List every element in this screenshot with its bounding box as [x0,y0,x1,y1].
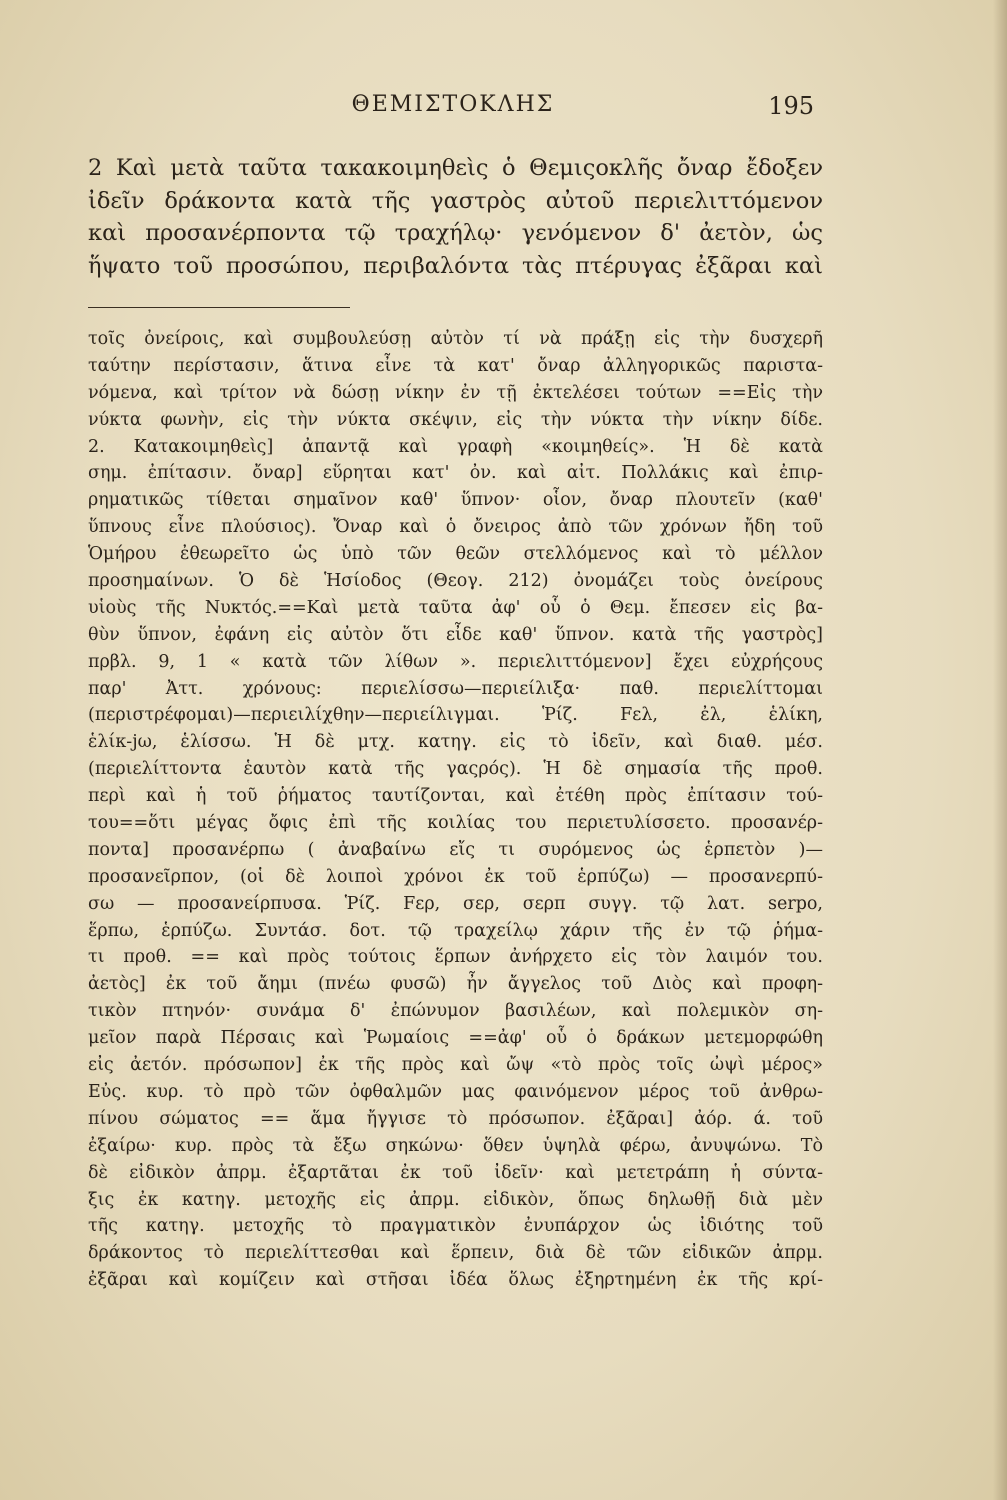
note-line: τι προθ. == καὶ πρὸς τούτοις ἕρπων ἀνήρχετο εἰς τὸν λαιμόν του. [88,947,823,968]
note-line: ἕρπω, ἑρπύζω. Συντάσ. δοτ. τῷ τραχείλῳ χάριν τῆς ἐν τῷ ῥήμα- [88,920,823,941]
note-line: ὕπνους εἶνε πλούσιος). Ὄναρ καὶ ὁ ὄνειρος ἀπὸ τῶν χρόνων ἤδη τοῦ [88,517,823,538]
note-line: πίνου σώματος == ἅμα ἤγγισε τὸ πρόσωπον. ἐξᾶραι] ἀόρ. ά. τοῦ [88,1108,823,1129]
note-line: ἐξαίρω· κυρ. πρὸς τὰ ἔξω σηκώνω· ὅθεν ὑψηλὰ φέρω, ἀνυψώνω. Τὸ [88,1135,823,1156]
note-line: ἀετὸς] ἐκ τοῦ ἄημι (πνέω φυσῶ) ἦν ἄγγελος τοῦ Διὸς καὶ προφη- [88,974,823,995]
note-line: τοῖς ὀνείροις, καὶ συμβουλεύσῃ αὐτὸν τί νὰ πράξῃ εἰς τὴν δυσχερῆ [88,329,823,349]
note-line: προσημαίνων. Ὁ δὲ Ἡσίοδος (Θεογ. 212) ὀνομάζει τοὺς ὀνείρους [88,571,823,592]
note-line: ἑλίκ-jω, ἑλίσσω. Ἡ δὲ μτχ. κατηγ. εἰς τὸ ἰδεῖν, καὶ διαθ. μέσ. [88,732,823,753]
note-line: εἰς ἀετόν. πρόσωπον] ἐκ τῆς πρὸς καὶ ὤψ «τὸ πρὸς τοῖς ὠψὶ μέρος» [88,1055,823,1076]
running-title: ΘΕΜΙΣΤΟΚΛΗΣ [351,92,555,117]
note-line: προσανεῖρπον, (οἱ δὲ λοιποὶ χρόνοι ἐκ τοῦ ἑρπύζω) — προσανερπύ- [88,866,823,887]
note-line: Εὐς. κυρ. τὸ πρὸ τῶν ὀφθαλμῶν μας φαινόμενον μέρος τοῦ ἀνθρω- [88,1081,823,1102]
main-text-line: ἥψατο τοῦ προσώπου, περιβαλόντα τὰς πτέρυγας ἐξᾶραι καὶ [88,252,823,279]
note-line: ταύτην περίστασιν, ἅτινα εἶνε τὰ κατ' ὄναρ ἀλληγορικῶς παριστα- [88,355,823,376]
note-line: σημ. ἐπίτασιν. ὄναρ] εὕρηται κατ' ὀν. καὶ αἰτ. Πολλάκις καὶ ἐπιρ- [88,463,823,484]
note-line: νύκτα φωνὴν, εἰς τὴν νύκτα σκέψιν, εἰς τὴν νύκτα τὴν νίκην δίδε. [88,409,823,430]
note-line: ρηματικῶς τίθεται σημαῖνον καθ' ὕπνον· οἷον, ὄναρ πλουτεῖν (καθ' [88,490,823,511]
page-header [88,92,818,128]
note-line: νόμενα, καὶ τρίτον νὰ δώσῃ νίκην ἐν τῇ ἐκτελέσει τούτων ==Εἰς τὴν [88,382,823,403]
main-text-line: 2 Καὶ μετὰ ταῦτα τακακοιμηθεὶς ὁ Θεμιςοκλῆς ὄναρ ἔδοξεν [88,155,823,181]
note-line: 2. Κατακοιμηθεὶς] ἀπαντᾷ καὶ γραφὴ «κοιμηθείς». Ἡ δὲ κατὰ [88,436,823,457]
note-line: (περιστρέφομαι)—περιειλίχθην—περιείλιγμαι. Ῥίζ. Fελ, ἐλ, ἑλίκη, [88,705,823,726]
note-line: υἱοὺς τῆς Νυκτός.==Καὶ μετὰ ταῦτα ἀφ' οὗ ὁ Θεμ. ἔπεσεν εἰς βα- [88,597,823,618]
note-line: σω — προσανείρπυσα. Ῥίζ. Fερ, σερ, σερπ συγγ. τῷ λατ. serpo, [88,893,823,914]
commentary-notes [88,326,823,1294]
footnote-separator [88,307,350,308]
note-line: δράκοντος τὸ περιελίττεσθαι καὶ ἕρπειν, διὰ δὲ τῶν εἰδικῶν ἀπρμ. [88,1243,823,1264]
page-number: 195 [768,92,814,120]
note-line: παρ' Ἀττ. χρόνους: περιελίσσω—περιείλιξα· παθ. περιελίττομαι [88,678,823,699]
note-line: του==ὅτι μέγας ὄφις ἐπὶ τῆς κοιλίας του περιετυλίσσετο. προσανέρ- [88,813,823,834]
note-line: πρβλ. 9, 1 « κατὰ τῶν λίθων ». περιελιττόμενον] ἔχει εὐχρήςους [88,651,823,672]
note-line: Ὁμήρου ἐθεωρεῖτο ὡς ὑπὸ τῶν θεῶν στελλόμενος καὶ τὸ μέλλον [88,544,823,565]
note-line: ποντα] προσανέρπω ( ἀναβαίνω εἴς τι συρόμενος ὡς ἑρπετὸν )— [88,839,823,860]
note-line: περὶ καὶ ἡ τοῦ ῥήματος ταυτίζονται, καὶ ἐτέθη πρὸς ἐπίτασιν τού- [88,786,823,807]
note-line: ξις ἐκ κατηγ. μετοχῆς εἰς ἀπρμ. εἰδικὸν, ὅπως δηλωθῇ διὰ μὲν [88,1189,823,1210]
note-line: τικὸν πτηνόν· συνάμα δ' ἐπώνυμον βασιλέων, καὶ πολεμικὸν ση- [88,1001,823,1022]
note-line: δὲ εἰδικὸν ἀπρμ. ἐξαρτᾶται ἐκ τοῦ ἰδεῖν· καὶ μετετράπη ἡ σύντα- [88,1162,823,1183]
note-line: (περιελίττοντα ἑαυτὸν κατὰ τῆς γαςρός). Ἡ δὲ σημασία τῆς προθ. [88,759,823,780]
note-line: θὺν ὕπνον, ἐφάνη εἰς αὐτὸν ὅτι εἶδε καθ' ὕπνον. κατὰ τῆς γαστρὸς] [88,624,823,645]
main-text-line: καὶ προσανέρποντα τῷ τραχήλῳ· γενόμενον δ' ἀετὸν, ὡς [88,220,823,246]
main-text-line: ἰδεῖν δράκοντα κατὰ τῆς γαστρὸς αὐτοῦ περιελιττόμενον [88,187,823,214]
note-line: μεῖον παρὰ Πέρσαις καὶ Ῥωμαίοις ==ἀφ' οὗ ὁ δράκων μετεμορφώθη [88,1028,823,1049]
note-line: τῆς κατηγ. μετοχῆς τὸ πραγματικὸν ἐνυπάρχον ὡς ἰδιότης τοῦ [88,1216,823,1237]
main-text-block [88,152,823,282]
page-edge-shadow [993,0,1007,1500]
note-line: ἐξᾶραι καὶ κομίζειν καὶ στῆσαι ἰδέα ὅλως ἐξηρτημένη ἐκ τῆς κρί- [88,1270,823,1291]
